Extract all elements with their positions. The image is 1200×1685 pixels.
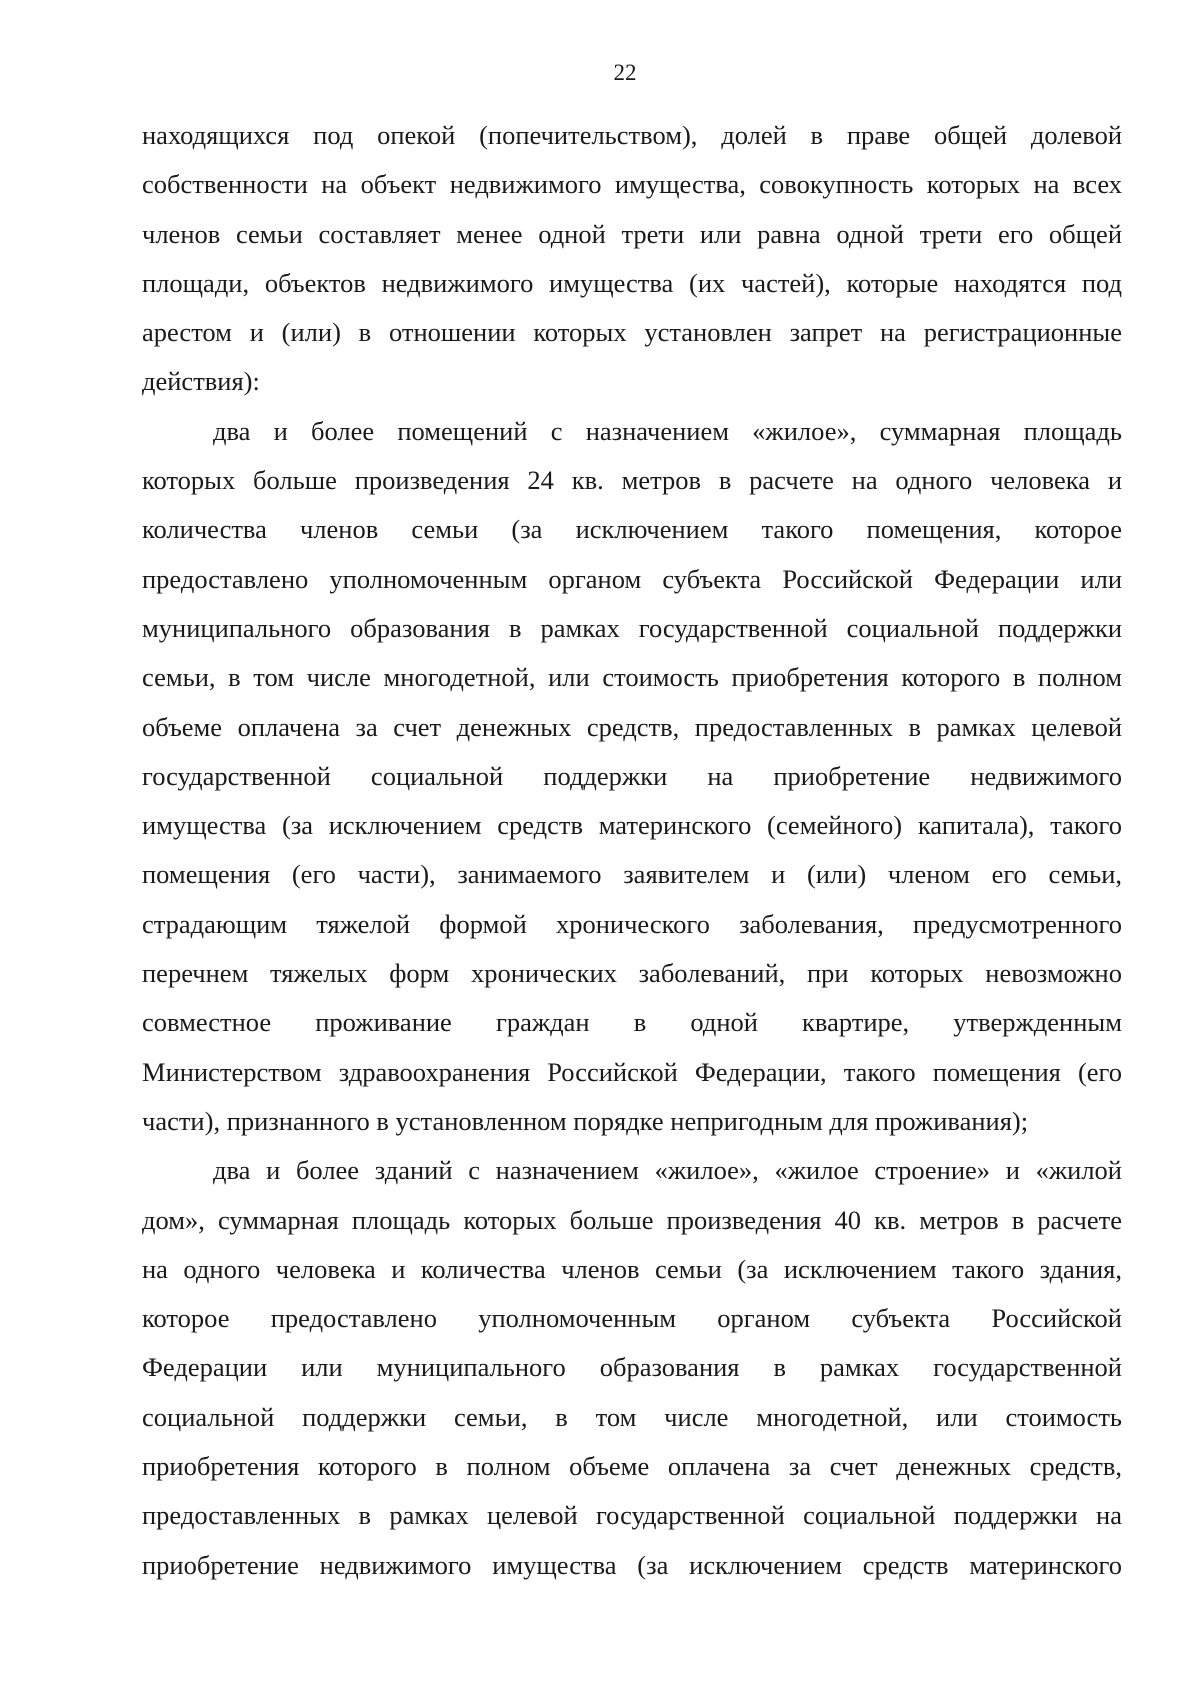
- text-line: государственной социальной поддержки на приобретение недвижимого: [142, 760, 1122, 791]
- text-line: страдающим тяжелой формой хронического заболевания, предусмотренного: [142, 908, 1122, 939]
- text-line: имущества (за исключением средств материнского (семейного) капитала), такого: [142, 810, 1122, 841]
- text-line: муниципального образования в рамках государственной социальной поддержки: [142, 612, 1122, 643]
- text-line: объеме оплачена за счет денежных средств, предоставленных в рамках целевой: [142, 711, 1122, 742]
- paragraph: [142, 407, 1122, 1146]
- text-line: семьи, в том числе многодетной, или стоимость приобретения которого в полном: [142, 662, 1122, 693]
- text-line: действия):: [142, 366, 260, 397]
- text-line: совместное проживание граждан в одной квартире, утвержденным: [142, 1007, 1122, 1038]
- text-line: членов семьи составляет менее одной трети или равна одной трети его общей: [142, 218, 1122, 249]
- page-number: 22: [613, 60, 637, 85]
- text-line: количества членов семьи (за исключением такого помещения, которое: [142, 514, 1122, 545]
- text-line: два и более помещений с назначением «жилое», суммарная площадь: [213, 415, 1122, 446]
- text-line: приобретения которого в полном объеме оплачена за счет денежных средств,: [142, 1451, 1122, 1482]
- text-line: части), признанного в установленном порядке непригодным для проживания);: [142, 1105, 1029, 1136]
- text-line: социальной поддержки семьи, в том числе многодетной, или стоимость: [142, 1401, 1122, 1432]
- text-line: которое предоставлено уполномоченным органом субъекта Российской: [142, 1303, 1122, 1334]
- body-text: [142, 111, 1122, 1590]
- paragraph: [142, 1146, 1122, 1590]
- text-line: Министерством здравоохранения Российской Федерации, такого помещения (его: [142, 1056, 1122, 1087]
- text-line: два и более зданий с назначением «жилое», «жилое строение» и «жилой: [213, 1155, 1122, 1186]
- text-line: находящихся под опекой (попечительством), долей в праве общей долевой: [142, 120, 1122, 150]
- text-line: предоставлено уполномоченным органом субъекта Российской Федерации или: [142, 563, 1122, 594]
- text-line: на одного человека и количества членов семьи (за исключением такого здания,: [142, 1253, 1122, 1284]
- paragraph: [142, 111, 1122, 407]
- text-line: арестом и (или) в отношении которых установлен запрет на регистрационные: [142, 317, 1122, 348]
- text-line: площади, объектов недвижимого имущества (их частей), которые находятся под: [142, 267, 1122, 298]
- text-line: собственности на объект недвижимого имущества, совокупность которых на всех: [142, 169, 1122, 200]
- text-line: помещения (его части), занимаемого заявителем и (или) членом его семьи,: [142, 859, 1122, 890]
- text-line: предоставленных в рамках целевой государственной социальной поддержки на: [142, 1500, 1122, 1531]
- text-line: перечнем тяжелых форм хронических заболеваний, при которых невозможно: [142, 958, 1122, 989]
- text-line: которых больше произведения 24 кв. метров в расчете на одного человека и: [142, 465, 1122, 496]
- text-line: Федерации или муниципального образования в рамках государственной: [142, 1352, 1122, 1383]
- text-line: приобретение недвижимого имущества (за исключением средств материнского: [142, 1549, 1122, 1580]
- text-line: дом», суммарная площадь которых больше произведения 40 кв. метров в расчете: [142, 1204, 1122, 1235]
